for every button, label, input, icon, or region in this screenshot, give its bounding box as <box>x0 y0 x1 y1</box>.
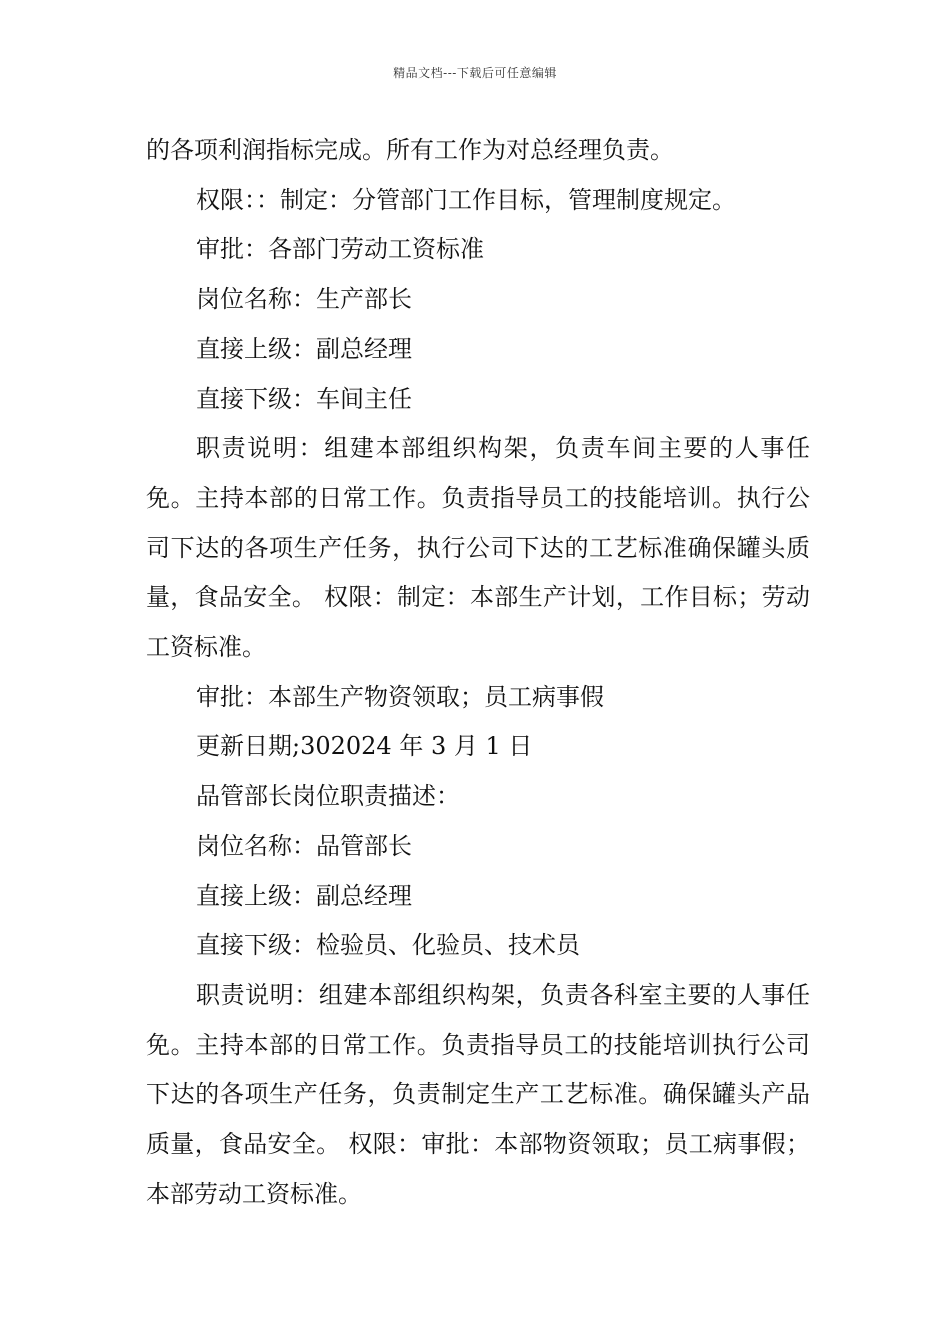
document-body <box>146 126 810 1219</box>
paragraph: 审批：本部生产物资领取；员工病事假 <box>196 682 604 711</box>
paragraph: 权限：：制定：分管部门工作目标，管理制度规定。 <box>196 185 736 214</box>
paragraph: 直接下级：车间主任 <box>196 384 412 413</box>
paragraph: 直接上级：副总经理 <box>196 881 412 910</box>
paragraph: 职责说明：组建本部组织构架，负责各科室主要的人事任免。主持本部的日常工作。负责指导员工的技能培训执行公司下达的各项生产任务，负责制定生产工艺标准。确保罐头产品质量，食品安全。 权限：审批：本部物资领取；员工病事假；本部劳动工资标准。 <box>146 980 810 1208</box>
paragraph: 直接下级：检验员、化验员、技术员 <box>196 931 580 960</box>
page-header: 精品文档---下载后可任意编辑 <box>393 66 557 80</box>
paragraph: 审批：各部门劳动工资标准 <box>196 235 484 264</box>
paragraph: 品管部长岗位职责描述： <box>196 782 460 811</box>
paragraph: 直接上级：副总经理 <box>196 334 412 363</box>
paragraph: 岗位名称：生产部长 <box>196 285 412 314</box>
paragraph: 更新日期;302024 年 3 月 1 日 <box>196 732 533 761</box>
paragraph: 职责说明：组建本部组织构架，负责车间主要的人事任免。主持本部的日常工作。负责指导员工的技能培训。执行公司下达的各项生产任务，执行公司下达的工艺标准确保罐头质量，食品安全。 权限：制定：本部生产计划，工作目标；劳动工资标准。 <box>146 434 810 662</box>
paragraph: 的各项利润指标完成。所有工作为对总经理负责。 <box>146 136 674 164</box>
paragraph: 岗位名称：品管部长 <box>196 831 412 860</box>
